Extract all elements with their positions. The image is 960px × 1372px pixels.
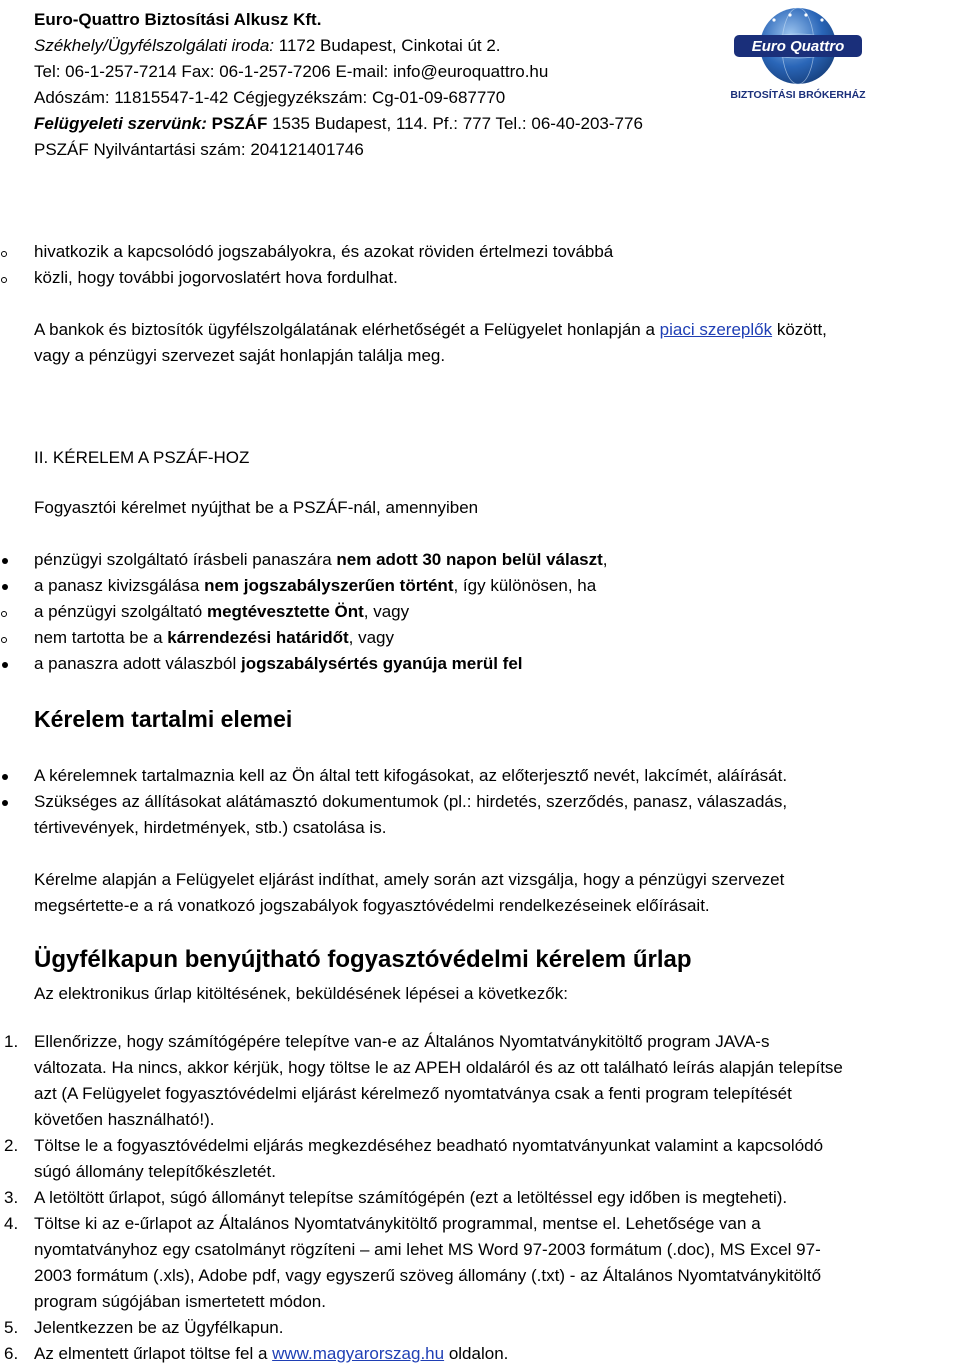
list-item-text: közli, hogy további jogorvoslatért hova fordulhat. [34, 268, 398, 287]
paragraph-line: vagy a pénzügyi szervezet saját honlapján találja meg. [34, 346, 446, 365]
office-label: Székhely/Ügyfélszolgálati iroda: [34, 36, 275, 55]
paragraph-text: A bankok és biztosítók ügyfélszolgálatának elérhetőségét a Felügyelet honlapján a [34, 320, 660, 339]
office-value: 1172 Budapest, Cinkotai út 2. [278, 36, 501, 55]
condition-text: a panaszra adott válaszból jogszabálysértés gyanúja merül fel [34, 654, 523, 673]
circle-bullet-icon [1, 637, 7, 643]
supervisor-name: PSZÁF [211, 114, 268, 133]
supervisor-line [34, 114, 643, 134]
magyarorszag-link[interactable]: www.magyarorszag.hu [272, 1344, 445, 1363]
steps-list [0, 1032, 960, 1372]
paragraph-line: megsértette-e a rá vonatkozó jogszabályok fogyasztóvédelmi rendelkezéseinek előírásait. [34, 896, 710, 915]
contact-info-paragraph [34, 320, 827, 340]
step-text: program súgójában ismertetett módon. [34, 1292, 326, 1311]
section-title: II. KÉRELEM A PSZÁF-HOZ [34, 448, 250, 467]
registry-line: PSZÁF Nyilvántartási szám: 204121401746 [34, 140, 364, 159]
step-text: azt (A Felügyelet fogyasztóvédelmi eljárást kérelmező nyomtatványa csak a fenti program telepítését [34, 1084, 792, 1103]
step-text: 2003 formátum (.xls), Adobe pdf, vagy egyszerű szöveg állomány (.txt) - az Általános Nyomtatványkitöltő [34, 1266, 822, 1285]
bullet-icon [2, 774, 8, 780]
step-text: Jelentkezzen be az Ügyfélkapun. [34, 1318, 284, 1337]
section-heading: Ügyfélkapun benyújtható fogyasztóvédelmi kérelem űrlap [34, 946, 692, 973]
conditions-list [0, 550, 960, 680]
step-number: 1. [4, 1032, 19, 1051]
section-intro: Fogyasztói kérelmet nyújthat be a PSZÁF-nál, amennyiben [34, 498, 479, 517]
company-name: Euro-Quattro Biztosítási Alkusz Kft. [34, 10, 322, 29]
list-item-text: tértivevények, hirdetmények, stb.) csatolása is. [34, 818, 387, 837]
section-heading: Kérelem tartalmi elemei [34, 706, 293, 732]
list-item-text: hivatkozik a kapcsolódó jogszabályokra, és azokat röviden értelmezi továbbá [34, 242, 614, 261]
office-address [34, 36, 501, 56]
list-item-text: Szükséges az állításokat alátámasztó dokumentumok (pl.: hirdetés, szerződés, panasz, válaszadás, [34, 792, 788, 811]
intro-list [0, 242, 960, 294]
supervisor-value: 1535 Budapest, 114. Pf.: 777 Tel.: 06-40-203-776 [272, 114, 643, 133]
bullet-icon [2, 662, 8, 668]
paragraph-text: között, [772, 320, 827, 339]
step-number: 4. [4, 1214, 19, 1233]
market-players-link[interactable]: piaci szereplők [659, 320, 773, 339]
condition-text: a panasz kivizsgálása nem jogszabályszerűen történt, így különösen, ha [34, 576, 597, 595]
step-number: 5. [4, 1318, 19, 1337]
step-text: Töltse ki az e-űrlapot az Általános Nyomtatványkitöltő programmal, mentse el. Lehetősége van a [34, 1214, 761, 1233]
euro-quattro-logo [730, 6, 866, 104]
bullet-icon [2, 800, 8, 806]
globe-logo-icon [730, 6, 866, 104]
list-item-text: A kérelemnek tartalmaznia kell az Ön által tett kifogásokat, az előterjesztő nevét, lakcímét, aláírását. [34, 766, 788, 785]
step-text: Ellenőrizze, hogy számítógépére telepítve van-e az Általános Nyomtatványkitöltő program JAVA-s [34, 1032, 770, 1051]
logo-subtitle: BIZTOSÍTÁSI BRÓKERHÁZ [730, 89, 866, 101]
step-text: nyomtatványhoz egy csatolmányt rögzíteni – ami lehet MS Word 97-2003 formátum (.doc), MS Excel 97- [34, 1240, 821, 1259]
section-subtitle: Az elektronikus űrlap kitöltésének, beküldésének lépései a következők: [34, 984, 568, 1003]
supervisor-label: Felügyeleti szervünk: [34, 114, 207, 133]
tax-line: Adószám: 11815547-1-42 Cégjegyzékszám: Cg-01-09-687770 [34, 88, 506, 107]
step-text: súgó állomány telepítőkészletét. [34, 1162, 276, 1181]
step-text: Töltse le a fogyasztóvédelmi eljárás megkezdéséhez beadható nyomtatványunkat valamint a kapcsolódó [34, 1136, 824, 1155]
step-text: követően használható!). [34, 1110, 215, 1129]
bullet-icon [2, 558, 8, 564]
bullet-icon [2, 584, 8, 590]
circle-bullet-icon [1, 251, 7, 257]
paragraph-line: Kérelme alapján a Felügyelet eljárást indíthat, amely során azt vizsgálja, hogy a pénzügyi szervezet [34, 870, 785, 889]
step-text: A letöltött űrlapot, súgó állományt telepítse számítógépén (ezt a letöltéssel egy időben is megteheti). [34, 1188, 788, 1207]
condition-text: pénzügyi szolgáltató írásbeli panaszára nem adott 30 napon belül választ, [34, 550, 608, 569]
condition-text: a pénzügyi szolgáltató megtévesztette Önt, vagy [34, 602, 410, 621]
step-number: 2. [4, 1136, 19, 1155]
step-text: Az elmentett űrlapot töltse fel a www.magyarorszag.hu oldalon. [34, 1344, 509, 1363]
step-text: változata. Ha nincs, akkor kérjük, hogy töltse le az APEH oldaláról és az ott található leírás alapján telepítse [34, 1058, 843, 1077]
contact-line: Tel: 06-1-257-7214 Fax: 06-1-257-7206 E-mail: info@euroquattro.hu [34, 62, 549, 81]
logo-text: Euro Quattro [751, 38, 845, 55]
condition-text: nem tartotta be a kárrendezési határidőt, vagy [34, 628, 395, 647]
circle-bullet-icon [1, 611, 7, 617]
step-number: 6. [4, 1344, 19, 1363]
circle-bullet-icon [1, 277, 7, 283]
step-number: 3. [4, 1188, 19, 1207]
